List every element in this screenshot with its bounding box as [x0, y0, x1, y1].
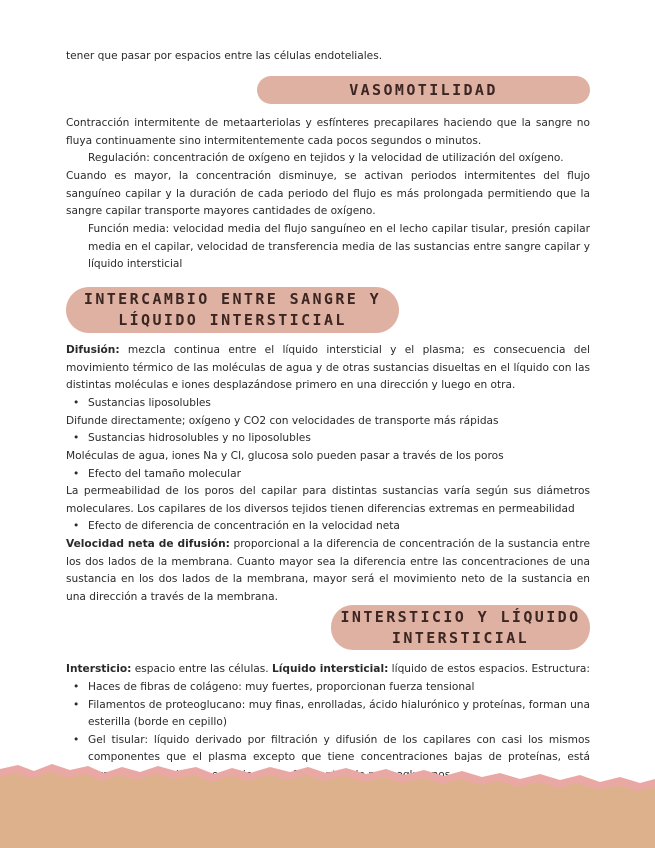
list-item: • Efecto de diferencia de concentración en la velocidad neta	[66, 518, 590, 536]
hidrosolubles-line: Moléculas de agua, iones Na y Cl, glucosa solo pueden pasar a través de los poros	[66, 450, 504, 462]
funcion-media-paragraph: Función media: velocidad media del flujo sanguíneo en el lecho capilar tisular, presión capilar media en el capilar, velocidad de transferencia media de las sustancias entre sangre capilar y líquido intersticial	[88, 223, 590, 271]
section-title-intercambio	[66, 287, 399, 333]
list-item: • Sustancias hidrosolubles y no liposolubles	[66, 430, 590, 448]
regulacion-line: Regulación: concentración de oxígeno en tejidos y la velocidad de utilización del oxígeno.	[88, 152, 564, 164]
list-item: • Sustancias liposolubles	[66, 395, 590, 413]
liquido-intersticial-text: líquido de estos espacios. Estructura:	[388, 663, 590, 675]
velocidad-neta-label: Velocidad neta de difusión:	[66, 538, 230, 550]
torn-paper-footer	[0, 755, 655, 848]
intercambio-title-line1: INTERCAMBIO ENTRE SANGRE Y	[83, 290, 382, 308]
list-item: • Efecto del tamaño molecular	[66, 466, 590, 484]
intersticio-title-line1: INTERSTICIO Y LÍQUIDO	[340, 607, 581, 626]
intersticio-title-line2: INTERSTICIAL	[391, 628, 530, 647]
section-title-intersticio	[331, 605, 590, 650]
list-item: • Gel tisular: líquido derivado por filtración y difusión de los capilares con casi los mismos componentes que el plasma excepto que tiene concentraciones bajas de proteínas, está	[66, 732, 590, 785]
intersticio-text: espacio entre las células.	[131, 663, 273, 675]
bullet-list-4	[66, 518, 590, 536]
difusion-label: Difusión:	[66, 344, 120, 356]
liposolubles-line: Difunde directamente; oxígeno y CO2 con velocidades de transporte más rápidas	[66, 415, 499, 427]
velocidad-neta-text: proporcional a la diferencia de concentración de la sustancia entre los dos lados de la membrana. Cuanto mayor sea la diferencia entre las concentraciones de una sustancia en los dos lados de la membrana, mayor será el movimiento neto de la sustancia en una dirección a través de la membrana.	[66, 538, 590, 603]
intercambio-title-line2: LÍQUIDO INTERSTICIAL	[118, 311, 347, 329]
section-title-vasomotilidad	[257, 76, 590, 104]
vasomotilidad-title: VASOMOTILIDAD	[349, 80, 498, 99]
velocidad-neta-paragraph	[66, 536, 590, 606]
difusion-paragraph	[66, 342, 590, 395]
intersticio-line	[66, 661, 590, 679]
vasomotilidad-paragraph: Contracción intermitente de metaarteriolas y esfínteres precapilares haciendo que la sangre no fluya continuamente sino intermitentemente cada pocos segundos o minutos.	[66, 117, 590, 147]
difusion-text: mezcla continua entre el líquido intersticial y el plasma; es consecuencia del movimiento térmico de las moléculas de agua y de otras sustancias disueltas en el líquido con las distintas moléculas e iones desplazándose primero en una dirección y luego en otra.	[66, 344, 590, 392]
permeabilidad-paragraph: La permeabilidad de los poros del capilar para distintas sustancias varía según sus diámetros moleculares. Los capilares de los diversos tejidos tienen diferencias extremas en permeabilidad	[66, 485, 590, 515]
bullet-list-2	[66, 430, 590, 448]
bullet-list-3	[66, 466, 590, 484]
liquido-intersticial-label: Líquido intersticial:	[272, 663, 389, 675]
cuando-paragraph: Cuando es mayor, la concentración disminuye, se activan periodos intermitentes del flujo sanguíneo capilar y la duración de cada periodo del flujo es más prolongada permitiendo que la sangre capilar transporte mayores cantidades de oxígeno.	[66, 170, 590, 218]
list-item: • Filamentos de proteoglucano: muy finas, enrolladas, ácido hialurónico y proteínas, forman una esterilla (borde en cepillo)	[66, 697, 590, 732]
list-item: • Haces de fibras de colágeno: muy fuertes, proporcionan fuerza tensional	[66, 679, 590, 697]
bullet-list-1	[66, 395, 590, 413]
intersticio-label: Intersticio:	[66, 663, 132, 675]
intro-line: tener que pasar por espacios entre las células endoteliales.	[66, 50, 383, 62]
